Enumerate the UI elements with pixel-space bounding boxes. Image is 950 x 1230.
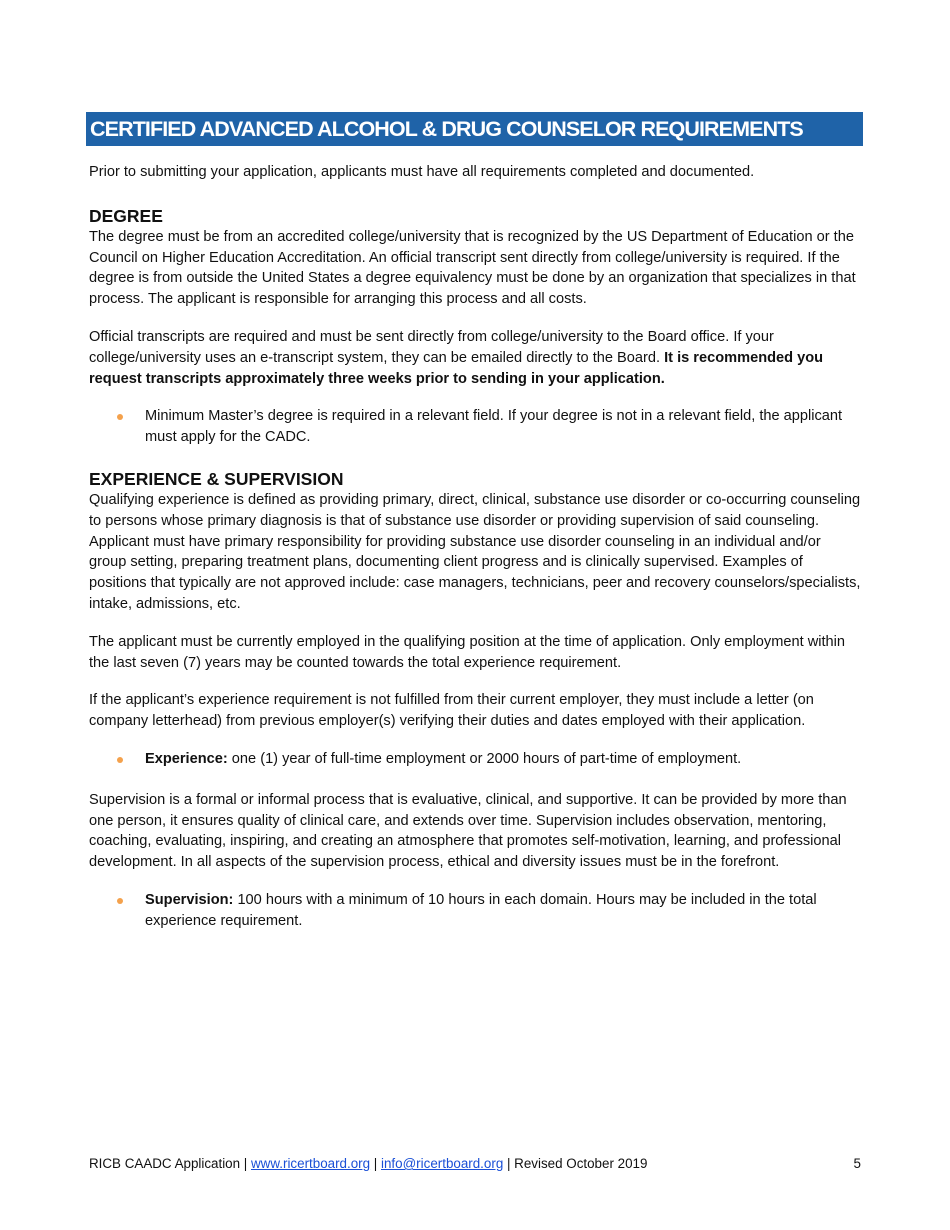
employment-paragraph: The applicant must be currently employed in the qualifying position at the time of application. Only employment within the last seven (7) years may be counted towards the total experience requirement. xyxy=(89,633,846,671)
degree-requirement-text: Minimum Master’s degree is required in a relevant field. If your degree is not in a relevant field, the applicant must apply for the CADC. xyxy=(145,408,843,446)
experience-label: Experience: xyxy=(145,750,228,767)
degree-heading: DEGREE xyxy=(89,205,163,226)
website-link[interactable]: www.ricertboard.org xyxy=(251,1156,371,1171)
footer-separator: | xyxy=(370,1156,381,1171)
footer-prefix: RICB CAADC Application | xyxy=(89,1156,251,1171)
list-item xyxy=(89,749,861,770)
title-banner xyxy=(86,112,863,146)
experience-requirement-text: one (1) year of full-time employment or 2000 hours of part-time of employment. xyxy=(227,750,742,767)
degree-paragraph: The degree must be from an accredited college/university that is recognized by the US Department of Education or the Council on Higher Education Accreditation. An official transcript sent directly from college/university is required. If the degree is from outside the United States a degree equivalency must be done by an organization that specializes in that process. The applicant is responsible for arranging this process and all costs. xyxy=(89,228,856,308)
transcript-recommendation: It is recommended you request transcripts approximately three weeks prior to sending in your application. xyxy=(89,349,824,387)
main-content xyxy=(89,162,861,932)
email-link[interactable]: info@ricertboard.org xyxy=(381,1156,504,1171)
previous-employer-paragraph: If the applicant’s experience requirement is not fulfilled from their current employer, they must include a letter (on company letterhead) from previous employer(s) verifying their duties and dates employed with their application. xyxy=(89,692,814,730)
intro-paragraph: Prior to submitting your application, applicants must have all requirements completed and documented. xyxy=(89,164,755,180)
experience-definition-paragraph: Qualifying experience is defined as providing primary, direct, clinical, substance use disorder or co-occurring counseling to persons whose primary diagnosis is that of substance use disorder or providing supervision of said counseling. Applicant must have primary responsibility for providing substance use disorder counseling in an individual and/or group setting, preparing treatment plans, documenting client progress and is clinically supervised. Examples of positions that typically are not approved include: case managers, technicians, peer and recovery counselors/specialists, intake, admissions, etc. xyxy=(89,491,861,612)
page-number: 5 xyxy=(853,1156,861,1171)
page-title: CERTIFIED ADVANCED ALCOHOL & DRUG COUNSELOR REQUIREMENTS xyxy=(90,117,803,141)
page-footer xyxy=(89,1154,861,1174)
bullet-icon xyxy=(117,414,123,420)
supervision-label: Supervision: xyxy=(145,891,234,908)
bullet-icon xyxy=(117,757,123,763)
list-item xyxy=(89,890,861,932)
experience-bullet-list xyxy=(89,749,861,770)
footer-revision: | Revised October 2019 xyxy=(503,1156,648,1171)
list-item xyxy=(89,406,861,448)
supervision-bullet-list xyxy=(89,890,861,932)
experience-heading: EXPERIENCE & SUPERVISION xyxy=(89,468,344,489)
transcript-paragraph xyxy=(89,327,861,389)
supervision-paragraph: Supervision is a formal or informal process that is evaluative, clinical, and supportive. It can be provided by more than one person, it ensures quality of clinical care, and extends over time. Supervision includes observation, mentoring, coaching, evaluating, inspiring, and creating an atmosphere that promotes self-motivation, learning, and professional development. In all aspects of the supervision process, ethical and diversity issues must be in the forefront. xyxy=(89,791,847,871)
supervision-requirement-text: 100 hours with a minimum of 10 hours in each domain. Hours may be included in the total experience requirement. xyxy=(145,891,817,929)
transcript-text: Official transcripts are required and must be sent directly from college/university to the Board office. If your college/university uses an e-transcript system, they can be emailed directly to the Board. xyxy=(89,328,774,366)
degree-bullet-list xyxy=(89,406,861,448)
bullet-icon xyxy=(117,898,123,904)
